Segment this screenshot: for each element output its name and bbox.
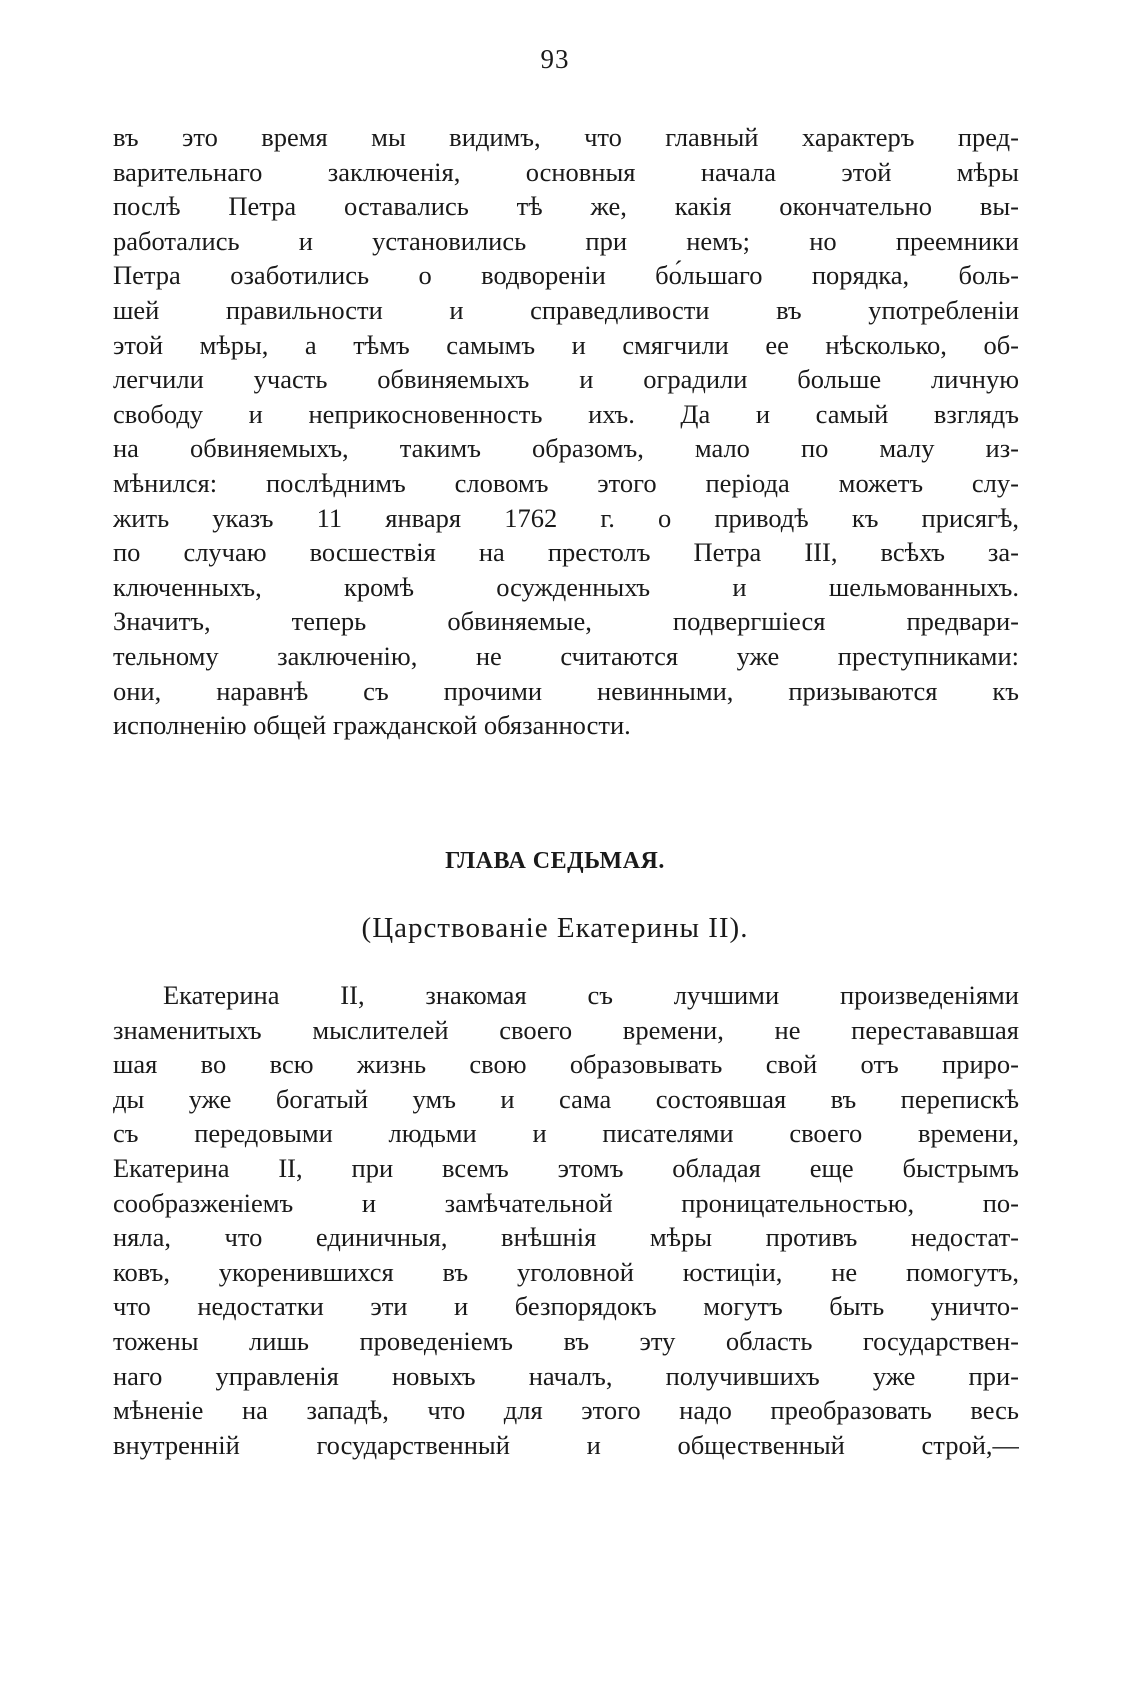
text-line: въ это время мы видимъ, что главный характеръ пред-: [113, 122, 1019, 152]
text-line: на обвиняемыхъ, такимъ образомъ, мало по малу из-: [113, 433, 1019, 464]
text-line: что недостатки эти и безпорядокъ могутъ быть уничто-: [113, 1291, 1019, 1322]
text-line: мѣненіе на западѣ, что для этого надо преобразовать весь: [113, 1395, 1019, 1426]
text-line: этой мѣры, а тѣмъ самымъ и смягчили ее нѣсколько, об-: [113, 329, 1019, 360]
text-line: тельному заключенію, не считаются уже преступниками:: [113, 640, 1019, 671]
text-line: ковъ, укоренившихся въ уголовной юстиціи, не помогутъ,: [113, 1256, 1019, 1287]
text-line: внутренній государственный и общественный строй,—: [113, 1429, 1019, 1460]
text-line: тожены лишь проведеніемъ въ эту область государствен-: [113, 1325, 1019, 1356]
text-line: ды уже богатый умъ и сама состоявшая въ перепискѣ: [113, 1083, 1019, 1114]
text-line: мѣнился: послѣднимъ словомъ этого періода можетъ слу-: [113, 467, 1019, 498]
chapter-subtitle: (Царствованіе Екатерины II).: [361, 912, 749, 944]
text-line: послѣ Петра оставались тѣ же, какія окончательно вы-: [113, 191, 1019, 222]
text-line: Значитъ, теперь обвиняемые, подвергшіеся предвари-: [113, 606, 1019, 637]
paragraph-chapter-start: [113, 978, 1019, 1462]
text-line: наго управленія новыхъ началъ, получившихъ уже при-: [113, 1360, 1019, 1391]
text-line: легчили участь обвиняемыхъ и оградили больше личную: [113, 364, 1019, 395]
paragraph-continued: [113, 120, 1019, 743]
text-line: шей правильности и справедливости въ употребленіи: [113, 294, 1019, 325]
text-line: они, наравнѣ съ прочими невинными, призываются къ: [113, 675, 1019, 706]
chapter-title: ГЛАВА СЕДЬМАЯ.: [445, 848, 665, 874]
text-line: по случаю восшествія на престолъ Петра III, всѣхъ за-: [113, 537, 1019, 568]
text-line: сообразженіемъ и замѣчательной проницательностью, по-: [113, 1187, 1019, 1218]
text-line: шая во всю жизнь свою образовывать свой отъ приро-: [113, 1049, 1019, 1080]
page-number: 93: [540, 44, 570, 74]
text-line: Петра озаботились о водвореніи бо́льшаго порядка, боль-: [113, 260, 1019, 291]
text-line: свободу и неприкосновенность ихъ. Да и самый взглядъ: [113, 398, 1019, 429]
text-line: ключенныхъ, кромѣ осужденныхъ и шельмованныхъ.: [113, 571, 1019, 602]
text-line: жить указъ 11 января 1762 г. о приводѣ къ присягѣ,: [113, 502, 1019, 533]
text-line: исполненію общей гражданской обязанности.: [113, 710, 631, 741]
text-line: Екатерина II, при всемъ этомъ обладая еще быстрымъ: [113, 1152, 1019, 1183]
text-line: знаменитыхъ мыслителей своего времени, не перестававшая: [113, 1014, 1019, 1045]
text-line: варительнаго заключенія, основныя начала этой мѣры: [113, 156, 1019, 187]
text-line: съ передовыми людьми и писателями своего времени,: [113, 1118, 1019, 1149]
text-line: работались и установились при немъ; но преемники: [113, 225, 1019, 256]
text-line: няла, что единичныя, внѣшнія мѣры противъ недостат-: [113, 1222, 1019, 1253]
text-line: Екатерина II, знакомая съ лучшими произведеніями: [163, 980, 1019, 1010]
